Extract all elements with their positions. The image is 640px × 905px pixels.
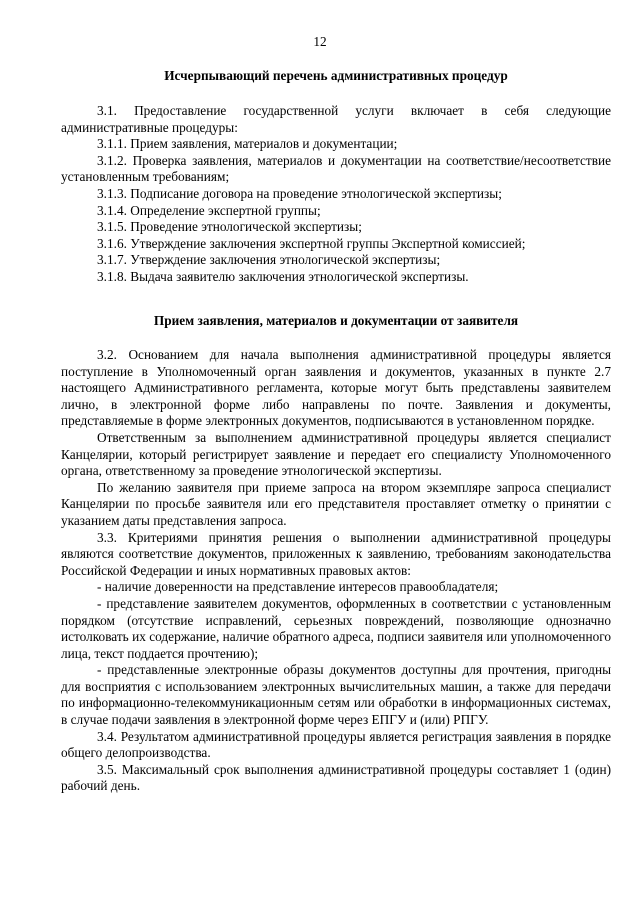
paragraph: 3.2. Основанием для начала выполнения административной процедуры является поступление в Уполномоченный орган заявления и документов, указанных в пункте 2.7 настоящего Административного регламента, которые могут быть представлены заявителем лично, в электронной форме либо направлены по почте. Заявления и документы, представляемые в форме электронных документов, подписываются в установленном порядке. [61,347,611,429]
procedure-item: 3.1.4. Определение экспертной группы; [97,202,321,218]
procedure-item: 3.1.7. Утверждение заключения этнологической экспертизы; [97,252,441,268]
paragraph: 3.3. Критериями принятия решения о выполнении административной процедуры являются соответствие документов, приложенных к заявлению, требованиям законодательства Российской Федерации и иных нормативных правовых актов: [61,529,611,578]
procedures-intro: 3.1. Предоставление государственной услуги включает в себя следующие административные процедуры: [61,103,611,135]
procedures-list-block [61,103,611,286]
procedure-item: 3.1.8. Выдача заявителю заключения этнологической экспертизы. [97,268,469,284]
procedure-item: 3.1.2. Проверка заявления, материалов и документации на соответствие/несоответствие установленным требованиям; [61,152,611,185]
paragraph: Ответственным за выполнением административной процедуры является специалист Канцелярии, который регистрирует заявление и передает его специалисту Уполномоченного органа, ответственному за проведение этнологической экспертизы. [61,429,611,479]
procedure-item: 3.1.6. Утверждение заключения экспертной группы Экспертной комиссией; [97,235,526,251]
procedure-item: 3.1.5. Проведение этнологической экспертизы; [97,219,362,235]
paragraph: - наличие доверенности на представление интересов правообладателя; [97,579,499,595]
paragraph: По желанию заявителя при приеме запроса на втором экземпляре запроса специалист Канцелярии по просьбе заявителя или его представителя проставляет отметку о принятии с указанием даты представления запроса. [61,479,611,528]
application-intake-block [61,347,611,795]
paragraph: 3.4. Результатом административной процедуры является регистрация заявления в порядке общего делопроизводства. [61,728,611,761]
paragraph: - представленные электронные образы документов доступны для прочтения, пригодны для восприятия с использованием электронных вычислительных машин, а также для передачи по информационно-телекоммуникационным сетям или обработки в информационных системах, в случае подачи заявления в электронной форме через ЕПГУ и (или) РПГУ. [61,662,611,728]
procedure-item: 3.1.3. Подписание договора на проведение этнологической экспертизы; [97,185,502,201]
paragraph: - представление заявителем документов, оформленных в соответствии с установленным порядком (отсутствие исправлений, серьезных повреждений, позволяющие однозначно истолковать их содержание, наличие обратного адреса, подписи заявителя или уполномоченного лица, текст поддается прочтению); [61,595,611,661]
section-title-application-intake: Прием заявления, материалов и документации от заявителя [153,313,519,328]
section-title-procedures: Исчерпывающий перечень административных процедур [164,68,508,83]
paragraph: 3.5. Максимальный срок выполнения административной процедуры составляет 1 (один) рабочий день. [61,761,611,794]
procedure-item: 3.1.1. Прием заявления, материалов и документации; [97,136,398,152]
page-number: 12 [313,34,327,49]
